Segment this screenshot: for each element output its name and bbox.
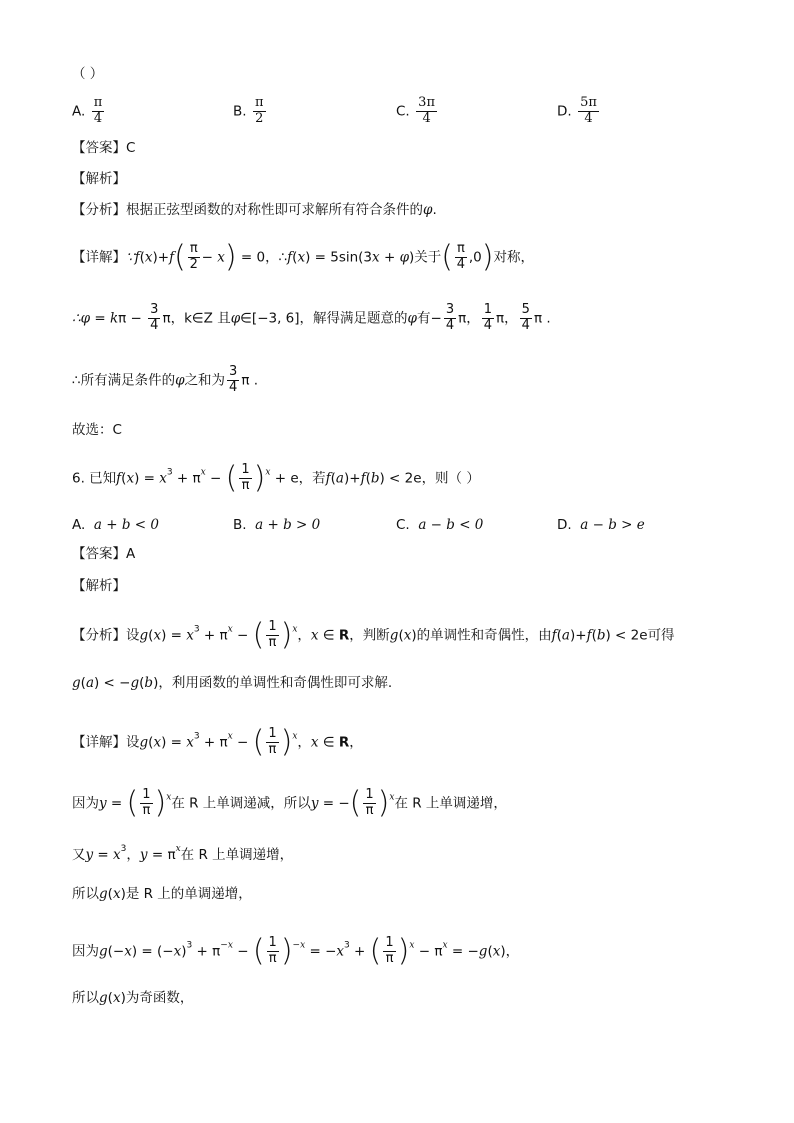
fraction-denominator: 4: [422, 110, 431, 126]
option-label: A.: [72, 517, 86, 533]
q6-detail-line4: 所以g(x)是 R 上的单调递增，: [72, 886, 252, 902]
fraction-denominator: 4: [584, 110, 593, 126]
option-label: C.: [396, 103, 410, 120]
q5-fenxi: 【分析】根据正弦型函数的对称性即可求解所有符合条件的φ.: [72, 202, 437, 218]
q5-option-d: [557, 96, 601, 127]
question-number: 6. 已知: [72, 470, 117, 487]
xiangjie-tag: 【详解】: [72, 249, 126, 266]
q5-option-a: [72, 96, 106, 127]
q5-option-b: [233, 96, 268, 127]
q6-detail-line2: 因为y = ( $\frac{1}{\pi}$ )$^x$在 R 上单调递减，所以y = −( $\frac{1}{\pi}$ )$^x$在 R 上单调递增，: [72, 785, 507, 821]
fenxi-text: 根据正弦型函数的对称性即可求解所有符合条件的: [126, 202, 423, 218]
detail-text: 对称，: [493, 249, 534, 266]
detail-text: 所以: [72, 886, 99, 902]
q5-jiexi: 【解析】: [72, 171, 126, 187]
fenxi-text: 设: [126, 627, 140, 644]
option-label: B.: [233, 103, 247, 120]
fenxi-text: 可得: [647, 627, 675, 644]
fenxi-text: 的单调性和奇偶性，由: [416, 627, 552, 644]
detail-text: 在 R 上单调递减，所以: [171, 795, 311, 812]
fraction-denominator: 4: [93, 110, 103, 126]
fraction-numerator: 3π: [418, 95, 435, 110]
q5-detail-line2: ∴φ = kπ − $\frac{3}{4}$ π，k∈Z 且φ∈[−3, 6]，解得满足题意的φ有− $\frac{3}{4}$ π， $\frac{1}{4}$ π， $\frac{5}{4}$ π .: [72, 302, 551, 333]
answer-value: C: [126, 140, 136, 156]
detail-text: ，解得满足题意的: [299, 310, 408, 327]
detail-text: ∴所有满足条件的: [72, 372, 176, 389]
detail-text: 是 R 上的单调递增，: [125, 886, 252, 902]
fraction-denominator: 2: [255, 110, 264, 126]
detail-text: 又: [72, 847, 86, 863]
option-label: C.: [396, 517, 410, 533]
detail-text: 因为: [72, 795, 99, 812]
fenxi-text: ，判断: [349, 627, 390, 644]
answer-value: A: [126, 546, 136, 562]
fraction-numerator: π: [255, 95, 264, 110]
detail-text: 所以: [72, 990, 99, 1006]
answer-tag: 【答案】: [72, 546, 126, 562]
stem-text: ，若: [298, 470, 326, 487]
q6-detail-line5: 因为$g(-x) = (-x)^3 + \pi^{-x}$ − ( $\frac{1}{\pi}$ )$^{-x} = -x^3$ + ( $\frac{1}{\pi}$ )$^x - \pi^x = -g(x)$，: [72, 933, 520, 969]
fenxi-tag: 【分析】: [72, 627, 126, 644]
q6-fenxi-line1: 【分析】设$g(x) = x^3 + \pi^x$ − ( $\frac{1}{\pi}$ )$^x$，x ∈ R，判断g(x)的单调性和奇偶性，由f(a)+f(b) < 2e可得: [72, 617, 675, 653]
fraction-numerator: π: [93, 95, 103, 110]
answer-tag: 【答案】: [72, 140, 126, 156]
q5-detail-line3: ∴所有满足条件的φ之和为 $\frac{3}{4}$ π .: [72, 364, 259, 395]
q5-answer: [72, 142, 135, 156]
q6-stem: 6. 已知$f(x) = x^3 + \pi^x$ − ( $\frac{1}{\pi}$ )$^x$ + e，若f(a)+f(b) < 2e，则（ ）: [72, 460, 480, 496]
option-expr: a − b > e: [580, 517, 645, 533]
detail-text: 之和为: [184, 372, 226, 389]
detail-text: 设: [126, 734, 140, 751]
q6-jiexi: 【解析】: [72, 578, 126, 594]
q6-option-c: [396, 517, 483, 533]
q6-fenxi-line2: g(a) < −g(b)，利用函数的单调性和奇偶性即可求解.: [72, 675, 393, 691]
q5-blank: （ ）: [72, 66, 104, 82]
option-label: A.: [72, 103, 86, 120]
detail-text: 为奇函数，: [125, 990, 194, 1006]
q6-answer: [72, 548, 135, 562]
q5-detail-line1: 【详解】∵f(x)+f( $\frac{\pi}{2}$ − x) = 0，∴f(x) = 5sin(3x + φ)关于( $\frac{\pi}{4}$ ,0)对称，: [72, 239, 534, 275]
detail-text: 有: [417, 310, 431, 327]
option-label: D.: [557, 103, 572, 120]
fenxi-text: ，利用函数的单调性和奇偶性即可求解.: [158, 675, 393, 691]
stem-text: ，则（ ）: [421, 470, 480, 487]
detail-text: k∈Z 且: [184, 310, 231, 327]
option-expr: a − b < 0: [418, 517, 484, 533]
q6-detail-line6: 所以g(x)为奇函数，: [72, 990, 194, 1006]
detail-text: 在 R 上单调递增，: [180, 847, 294, 863]
xiangjie-tag: 【详解】: [72, 734, 126, 751]
option-expr: a + b > 0: [255, 517, 321, 533]
q6-detail-line3: 又$y = x^3$，$y = \pi^x$在 R 上单调递增，: [72, 844, 294, 863]
detail-text: 在 R 上单调递增，: [394, 795, 507, 812]
q5-option-c: [396, 96, 439, 127]
detail-text: 因为: [72, 943, 99, 960]
q5-choose: 故选：C: [72, 422, 122, 438]
q6-detail-line1: 【详解】设$g(x) = x^3 + \pi^x$ − ( $\frac{1}{\pi}$ )$^x$，x ∈ R，: [72, 724, 363, 760]
fraction-numerator: 5π: [580, 95, 597, 110]
option-label: D.: [557, 517, 572, 533]
option-expr: a + b < 0: [93, 517, 159, 533]
q6-option-b: [233, 517, 320, 533]
q6-option-a: [72, 517, 159, 533]
q6-option-d: [557, 517, 645, 533]
option-label: B.: [233, 517, 247, 533]
fenxi-tag: 【分析】: [72, 202, 126, 218]
